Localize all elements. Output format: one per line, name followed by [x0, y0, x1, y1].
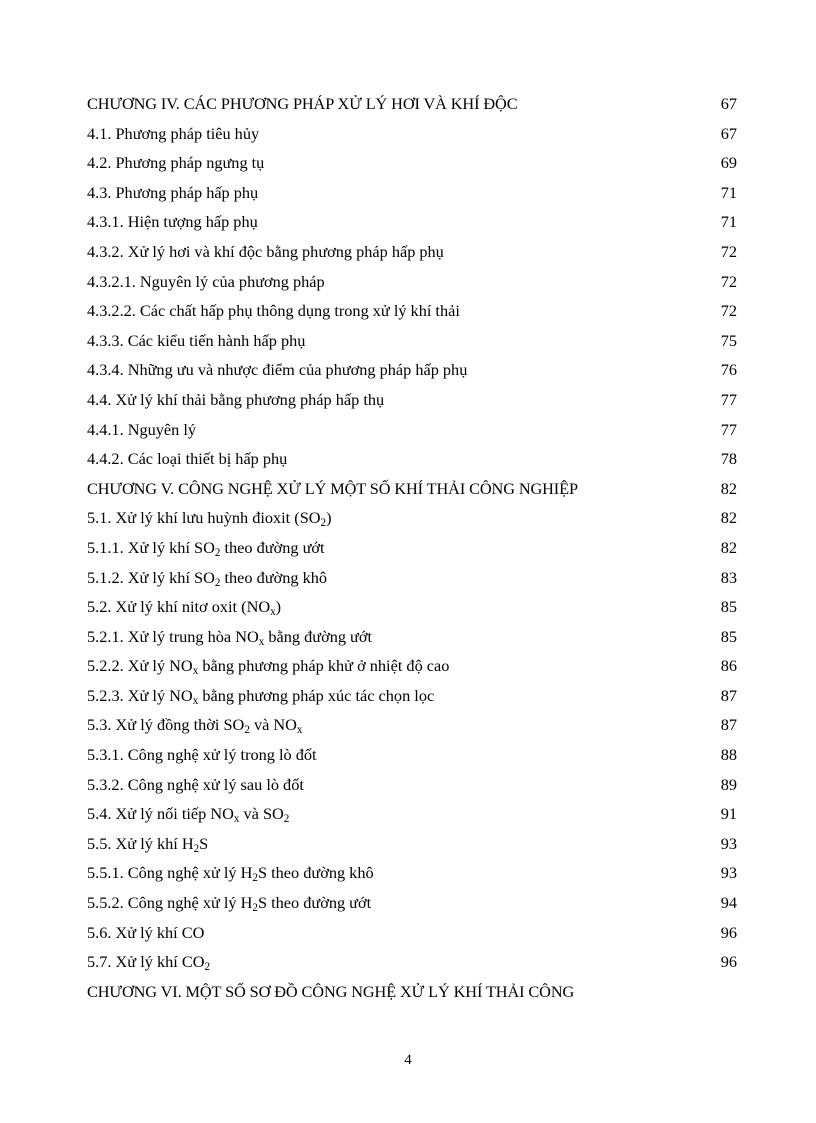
toc-entry-title: 5.6. Xử lý khí CO	[87, 922, 205, 942]
toc-entry-page: 67	[720, 123, 737, 143]
toc-entry-title: CHƯƠNG VI. MỘT SỐ SƠ ĐỒ CÔNG NGHỆ XỬ LÝ KHÍ THẢI CÔNG	[87, 981, 575, 1001]
toc-entry-page: 85	[720, 597, 737, 617]
page-number: 4	[404, 1052, 412, 1068]
toc-entry[interactable]	[87, 242, 737, 272]
toc-entry[interactable]	[87, 893, 737, 923]
toc-entry[interactable]	[87, 212, 737, 242]
toc-entry-title: 4.4.1. Nguyên lý	[87, 419, 196, 439]
toc-entry[interactable]	[87, 627, 737, 657]
toc-entry-title: 5.2.3. Xử lý $NO_x$ bằng phương pháp xúc tác chọn lọc	[87, 685, 435, 707]
toc-entry-title: 4.2. Phương pháp ngưng tụ	[87, 153, 265, 173]
toc-entry-page: 71	[720, 212, 737, 232]
toc-entry[interactable]	[87, 124, 737, 154]
toc-entry-title: 4.4.2. Các loại thiết bị hấp phụ	[87, 449, 288, 469]
toc-entry-page: 89	[720, 774, 737, 794]
toc-entry[interactable]	[87, 834, 737, 864]
toc-entry[interactable]	[87, 597, 737, 627]
toc-entry[interactable]	[87, 686, 737, 716]
toc-entry[interactable]	[87, 331, 737, 361]
toc-entry-title: 5.5.1. Công nghệ xử lý $H_2S$ theo đường khô	[87, 863, 374, 885]
toc-entry[interactable]	[87, 94, 737, 124]
toc-entry[interactable]	[87, 301, 737, 331]
toc-entry-title: 4.3. Phương pháp hấp phụ	[87, 182, 259, 202]
toc-entry-page: 72	[720, 241, 737, 261]
toc-entry-page: 82	[720, 537, 737, 557]
toc-entry-title: 4.4. Xử lý khí thải bằng phương pháp hấp thụ	[87, 389, 385, 409]
toc-entry-title: 4.3.4. Những ưu và nhược điểm của phương pháp hấp phụ	[87, 360, 468, 380]
toc-entry-page: 94	[720, 893, 737, 913]
toc-entry-page: 83	[720, 567, 737, 587]
toc-entry[interactable]	[87, 745, 737, 775]
toc-entry[interactable]	[87, 982, 737, 1012]
toc-entry-page: 93	[720, 863, 737, 883]
toc-entry-title: 4.3.1. Hiện tượng hấp phụ	[87, 212, 258, 232]
toc-entry-page: 93	[720, 833, 737, 853]
toc-entry-title: 5.1.2. Xử lý khí $SO_2$ theo đường khô	[87, 567, 327, 589]
toc-entry-title: 5.5.2. Công nghệ xử lý $H_2S$ theo đường ướt	[87, 893, 372, 914]
toc-entry-page: 91	[720, 804, 737, 824]
table-of-contents	[87, 94, 737, 1011]
toc-entry-title: 4.3.2. Xử lý hơi và khí độc bằng phương pháp hấp phụ	[87, 241, 444, 261]
toc-entry-title: 4.3.2.2. Các chất hấp phụ thông dụng trong xử lý khí thải	[87, 301, 460, 321]
toc-entry[interactable]	[87, 538, 737, 568]
toc-entry-title: 5.3.1. Công nghệ xử lý trong lò đốt	[87, 745, 317, 765]
toc-entry-title: 4.3.2.1. Nguyên lý của phương pháp	[87, 271, 325, 291]
toc-entry[interactable]	[87, 715, 737, 745]
toc-entry-title: 5.7. Xử lý khí $CO_2$	[87, 952, 211, 973]
toc-entry[interactable]	[87, 153, 737, 183]
toc-entry-title: 5.2.2. Xử lý $NO_x$ bằng phương pháp khử ở nhiệt độ cao	[87, 656, 450, 678]
toc-entry-page: 96	[720, 922, 737, 942]
toc-entry[interactable]	[87, 183, 737, 213]
toc-entry[interactable]	[87, 508, 737, 538]
toc-entry[interactable]	[87, 479, 737, 509]
toc-entry[interactable]	[87, 568, 737, 598]
toc-entry[interactable]	[87, 449, 737, 479]
toc-entry[interactable]	[87, 360, 737, 390]
toc-entry-page: 87	[720, 685, 737, 705]
toc-entry-page: 82	[720, 508, 737, 528]
toc-entry-page: 85	[720, 626, 737, 646]
toc-entry[interactable]	[87, 390, 737, 420]
toc-entry-title: 5.1. Xử lý khí lưu huỳnh đioxit $(SO_2)$	[87, 508, 332, 530]
toc-entry-page: 72	[720, 271, 737, 291]
toc-entry[interactable]	[87, 420, 737, 450]
toc-entry-page: 71	[720, 182, 737, 202]
toc-entry[interactable]	[87, 775, 737, 805]
toc-entry-title: 5.1.1. Xử lý khí $SO_2$ theo đường ướt	[87, 537, 325, 559]
toc-entry-page: 77	[720, 389, 737, 409]
toc-entry[interactable]	[87, 656, 737, 686]
toc-entry[interactable]	[87, 923, 737, 953]
toc-entry-title: CHƯƠNG V. CÔNG NGHỆ XỬ LÝ MỘT SỐ KHÍ THẢI CÔNG NGHIỆP	[87, 478, 578, 498]
toc-entry-title: 5.3. Xử lý đồng thời $SO_2$ và $NO_x$	[87, 715, 303, 737]
toc-entry-title: 4.3.3. Các kiểu tiến hành hấp phụ	[87, 330, 306, 350]
toc-entry-page: 86	[720, 656, 737, 676]
toc-entry[interactable]	[87, 804, 737, 834]
toc-entry-page: 88	[720, 745, 737, 765]
toc-entry[interactable]	[87, 952, 737, 982]
toc-entry-page: 72	[720, 301, 737, 321]
toc-entry-title: 5.2.1. Xử lý trung hòa $NO_x$ bằng đường ướt	[87, 626, 373, 648]
toc-entry-page: 77	[720, 419, 737, 439]
toc-entry-page: 78	[720, 449, 737, 469]
toc-entry-title: 4.1. Phương pháp tiêu hủy	[87, 123, 260, 143]
toc-entry-title: 5.2. Xử lý khí nitơ oxit $(NO_x)$	[87, 597, 282, 618]
toc-entry-title: 5.3.2. Công nghệ xử lý sau lò đốt	[87, 774, 304, 794]
toc-entry-page: 69	[720, 153, 737, 173]
toc-entry-title: 5.5. Xử lý khí $H_2S$	[87, 833, 209, 855]
toc-entry[interactable]	[87, 272, 737, 302]
toc-entry-page: 87	[720, 715, 737, 735]
toc-entry-page: 67	[720, 94, 737, 113]
toc-entry-page: 76	[720, 360, 737, 380]
toc-entry-title: 5.4. Xử lý nối tiếp $NO_x$ và $SO_2$	[87, 804, 290, 826]
toc-entry-page: 82	[720, 478, 737, 498]
toc-entry-page: 75	[720, 330, 737, 350]
toc-entry-page: 96	[720, 952, 737, 972]
toc-entry-title: CHƯƠNG IV. CÁC PHƯƠNG PHÁP XỬ LÝ HƠI VÀ KHÍ ĐỘC	[87, 94, 518, 113]
toc-entry[interactable]	[87, 863, 737, 893]
